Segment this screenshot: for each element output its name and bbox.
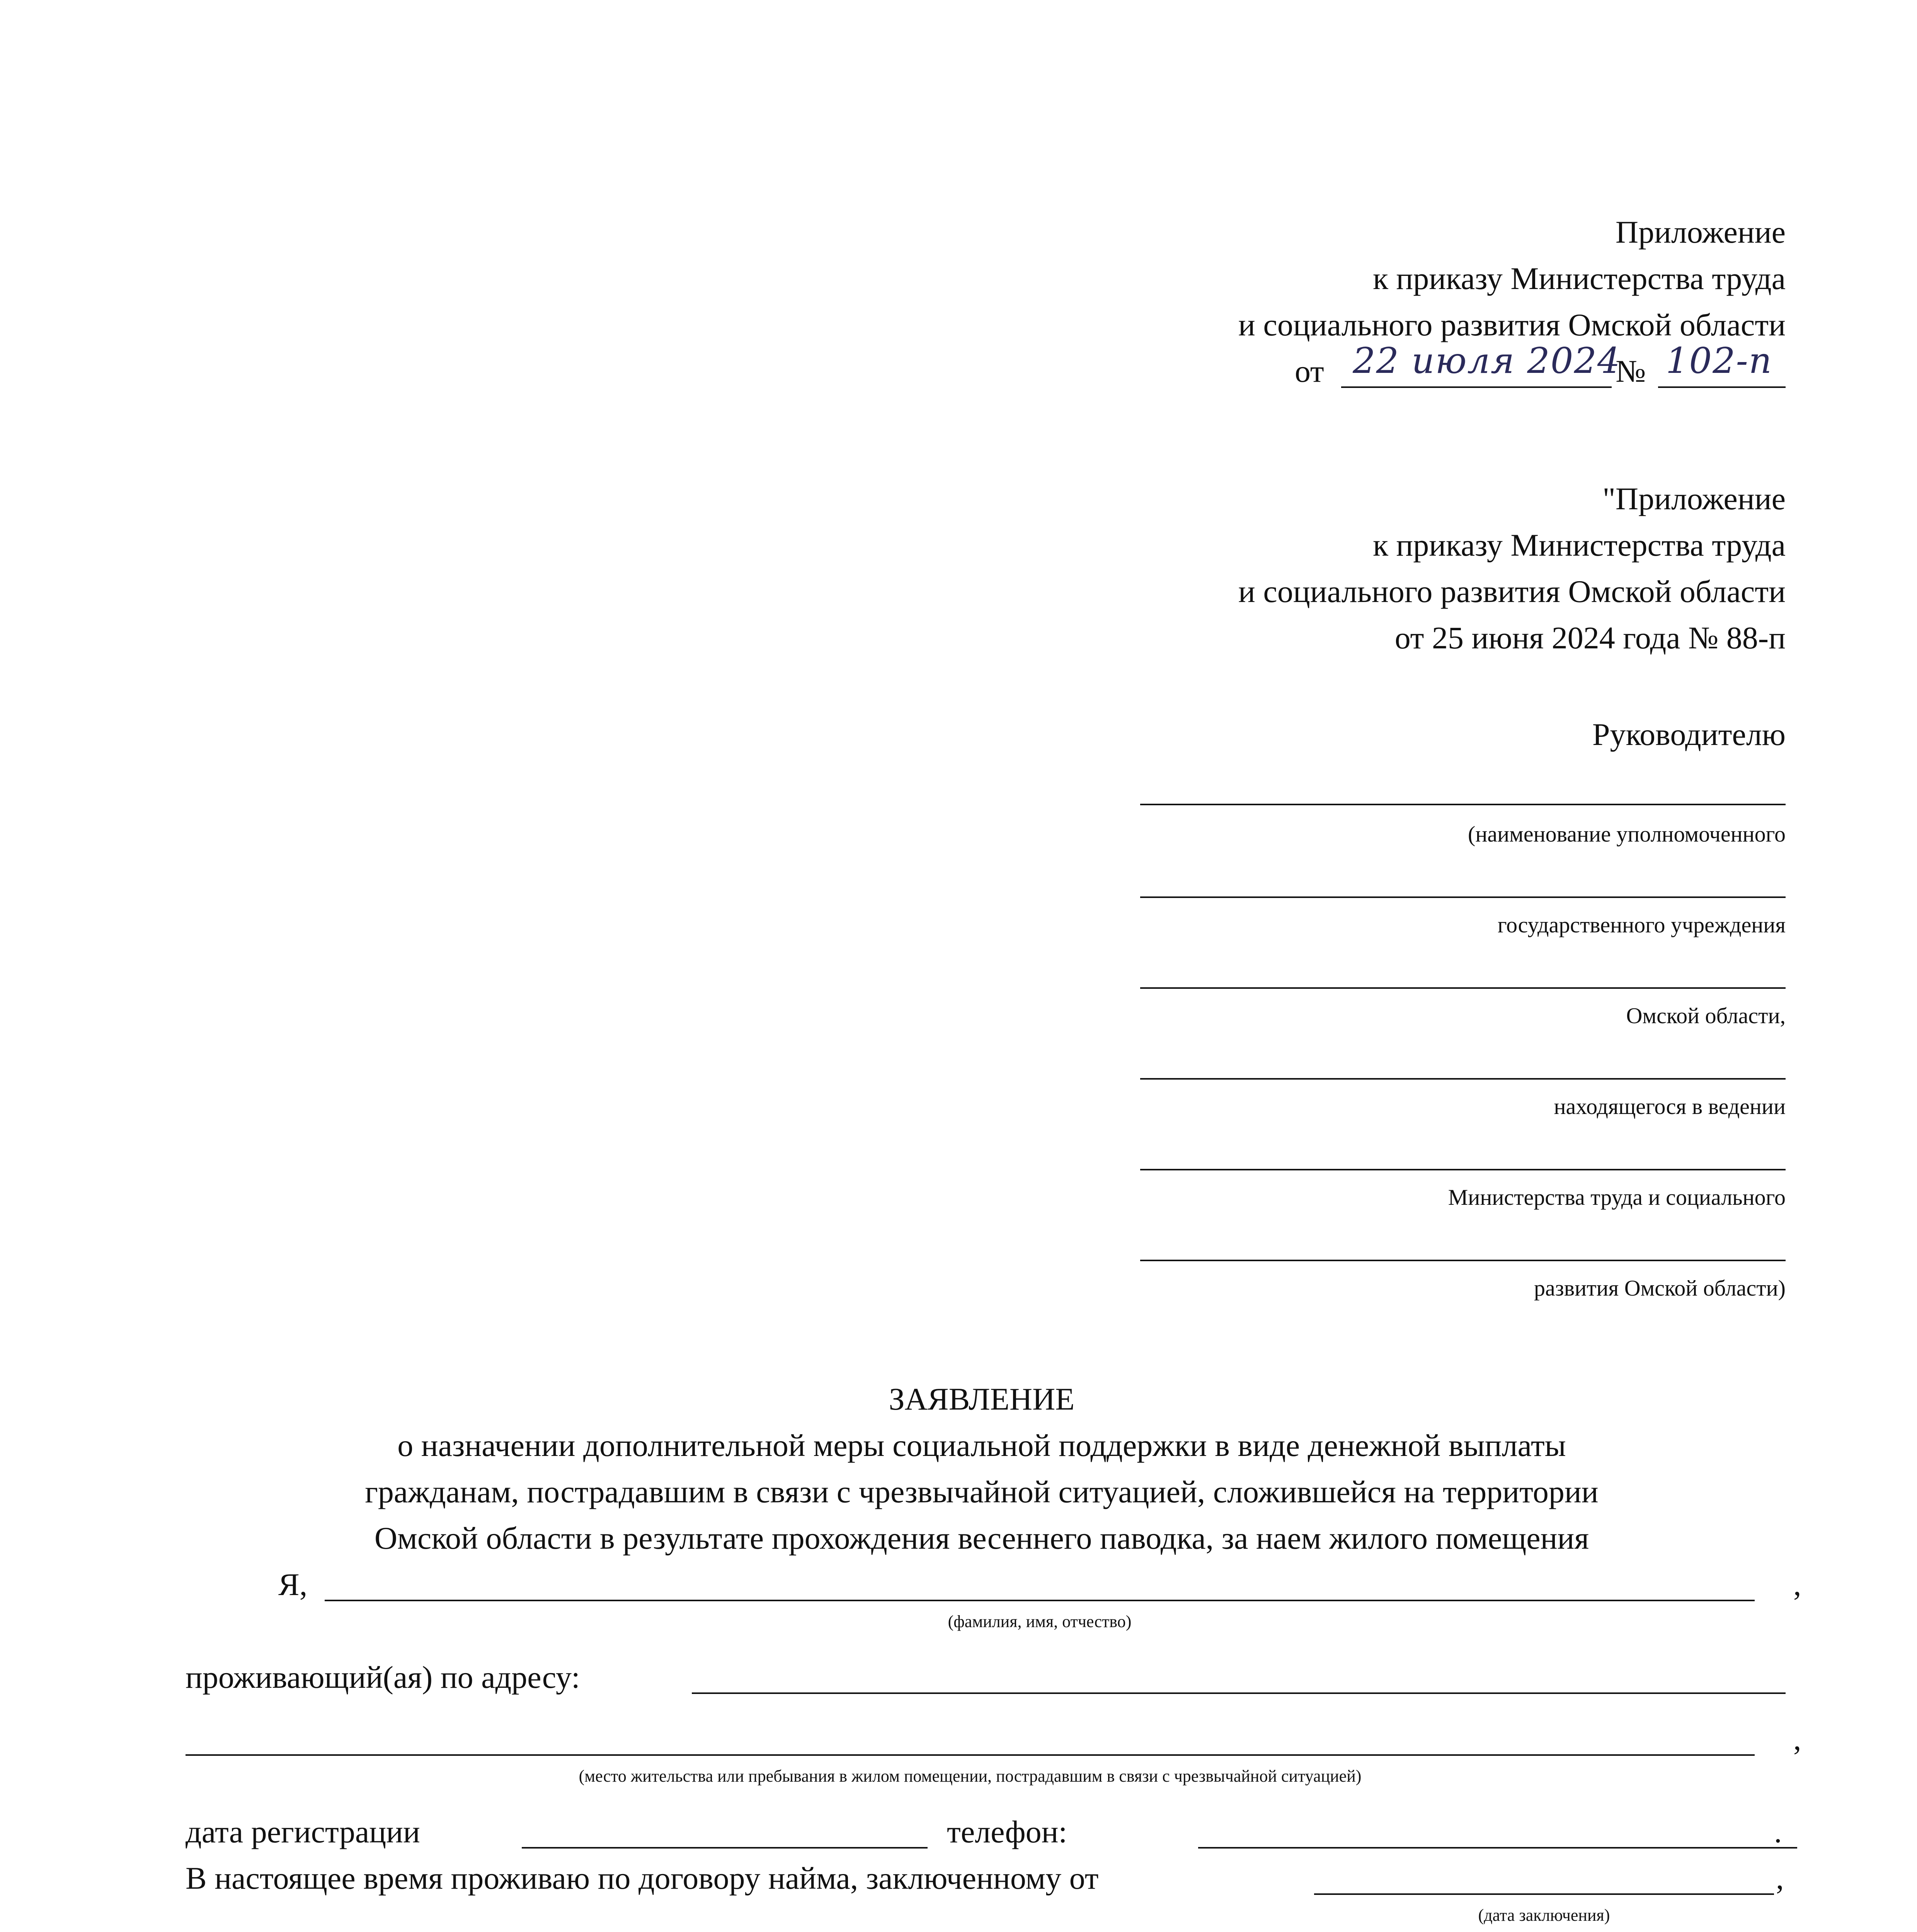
addressee-hint-5: Министерства труда и социального xyxy=(1448,1185,1786,1210)
header2-appendix-title: "Приложение xyxy=(1602,481,1786,516)
i-label: Я, xyxy=(278,1567,308,1602)
phone-period: . xyxy=(1774,1814,1782,1849)
statement-title: ЗАЯВЛЕНИЕ xyxy=(889,1381,1075,1417)
addressee-line-4[interactable] xyxy=(1140,1078,1786,1080)
address-field-2[interactable] xyxy=(186,1754,1755,1756)
addressee-line-6[interactable] xyxy=(1140,1260,1786,1261)
addressee-line-2[interactable] xyxy=(1140,896,1786,898)
addressee-line-3[interactable] xyxy=(1140,987,1786,989)
contract-label: В настоящее время проживаю по договору найма, заключенному от xyxy=(186,1861,1099,1896)
statement-subtitle-1: о назначении дополнительной меры социальной поддержки в виде денежной выплаты xyxy=(397,1428,1566,1463)
contract-date-hint: (дата заключения) xyxy=(1478,1906,1610,1925)
header2-date-line: от 25 июня 2024 года № 88-п xyxy=(1394,620,1786,655)
address-label: проживающий(ая) по адресу: xyxy=(186,1660,580,1695)
phone-field[interactable] xyxy=(1198,1847,1797,1849)
header-date-underline xyxy=(1341,386,1612,388)
addressee-title: Руководителю xyxy=(1592,717,1786,752)
addressee-line-5[interactable] xyxy=(1140,1169,1786,1170)
header-number-underline xyxy=(1658,386,1786,388)
addressee-hint-1: (наименование уполномоченного xyxy=(1468,821,1786,847)
header-appendix-title: Приложение xyxy=(1615,214,1786,250)
header2-ministry-line: и социального развития Омской области xyxy=(1238,574,1786,609)
phone-label: телефон: xyxy=(947,1814,1067,1849)
header-ministry-line: и социального развития Омской области xyxy=(1238,307,1786,342)
header2-order-line: к приказу Министерства труда xyxy=(1373,527,1786,563)
fio-hint: (фамилия, имя, отчество) xyxy=(948,1612,1132,1631)
address-comma: , xyxy=(1793,1721,1801,1757)
addressee-hint-4: находящегося в ведении xyxy=(1554,1094,1786,1119)
header-order-line: к приказу Министерства труда xyxy=(1373,261,1786,296)
address-hint: (место жительства или пребывания в жилом помещении, пострадавшим в связи с чрезвычайной ситуацией) xyxy=(579,1767,1362,1786)
fio-comma: , xyxy=(1793,1567,1801,1602)
statement-subtitle-2: гражданам, пострадавшим в связи с чрезвычайной ситуацией, сложившейся на территории xyxy=(365,1474,1599,1509)
header-number-label: № xyxy=(1616,354,1646,389)
address-field-1[interactable] xyxy=(692,1692,1786,1694)
addressee-hint-2: государственного учреждения xyxy=(1497,912,1786,937)
statement-subtitle-3: Омской области в результате прохождения весеннего паводка, за наем жилого помещения xyxy=(374,1520,1589,1556)
fio-field[interactable] xyxy=(325,1600,1755,1601)
handwritten-date: 22 июля 2024 xyxy=(1353,340,1621,381)
handwritten-number: 102-п xyxy=(1666,340,1772,381)
addressee-hint-6: развития Омской области) xyxy=(1534,1276,1786,1301)
reg-date-label: дата регистрации xyxy=(186,1814,420,1849)
reg-date-field[interactable] xyxy=(522,1847,928,1849)
addressee-line-1[interactable] xyxy=(1140,804,1786,805)
addressee-hint-3: Омской области, xyxy=(1626,1003,1786,1028)
contract-comma: , xyxy=(1776,1861,1784,1896)
contract-date-field[interactable] xyxy=(1314,1893,1774,1895)
header-from-label: от xyxy=(1295,354,1324,389)
